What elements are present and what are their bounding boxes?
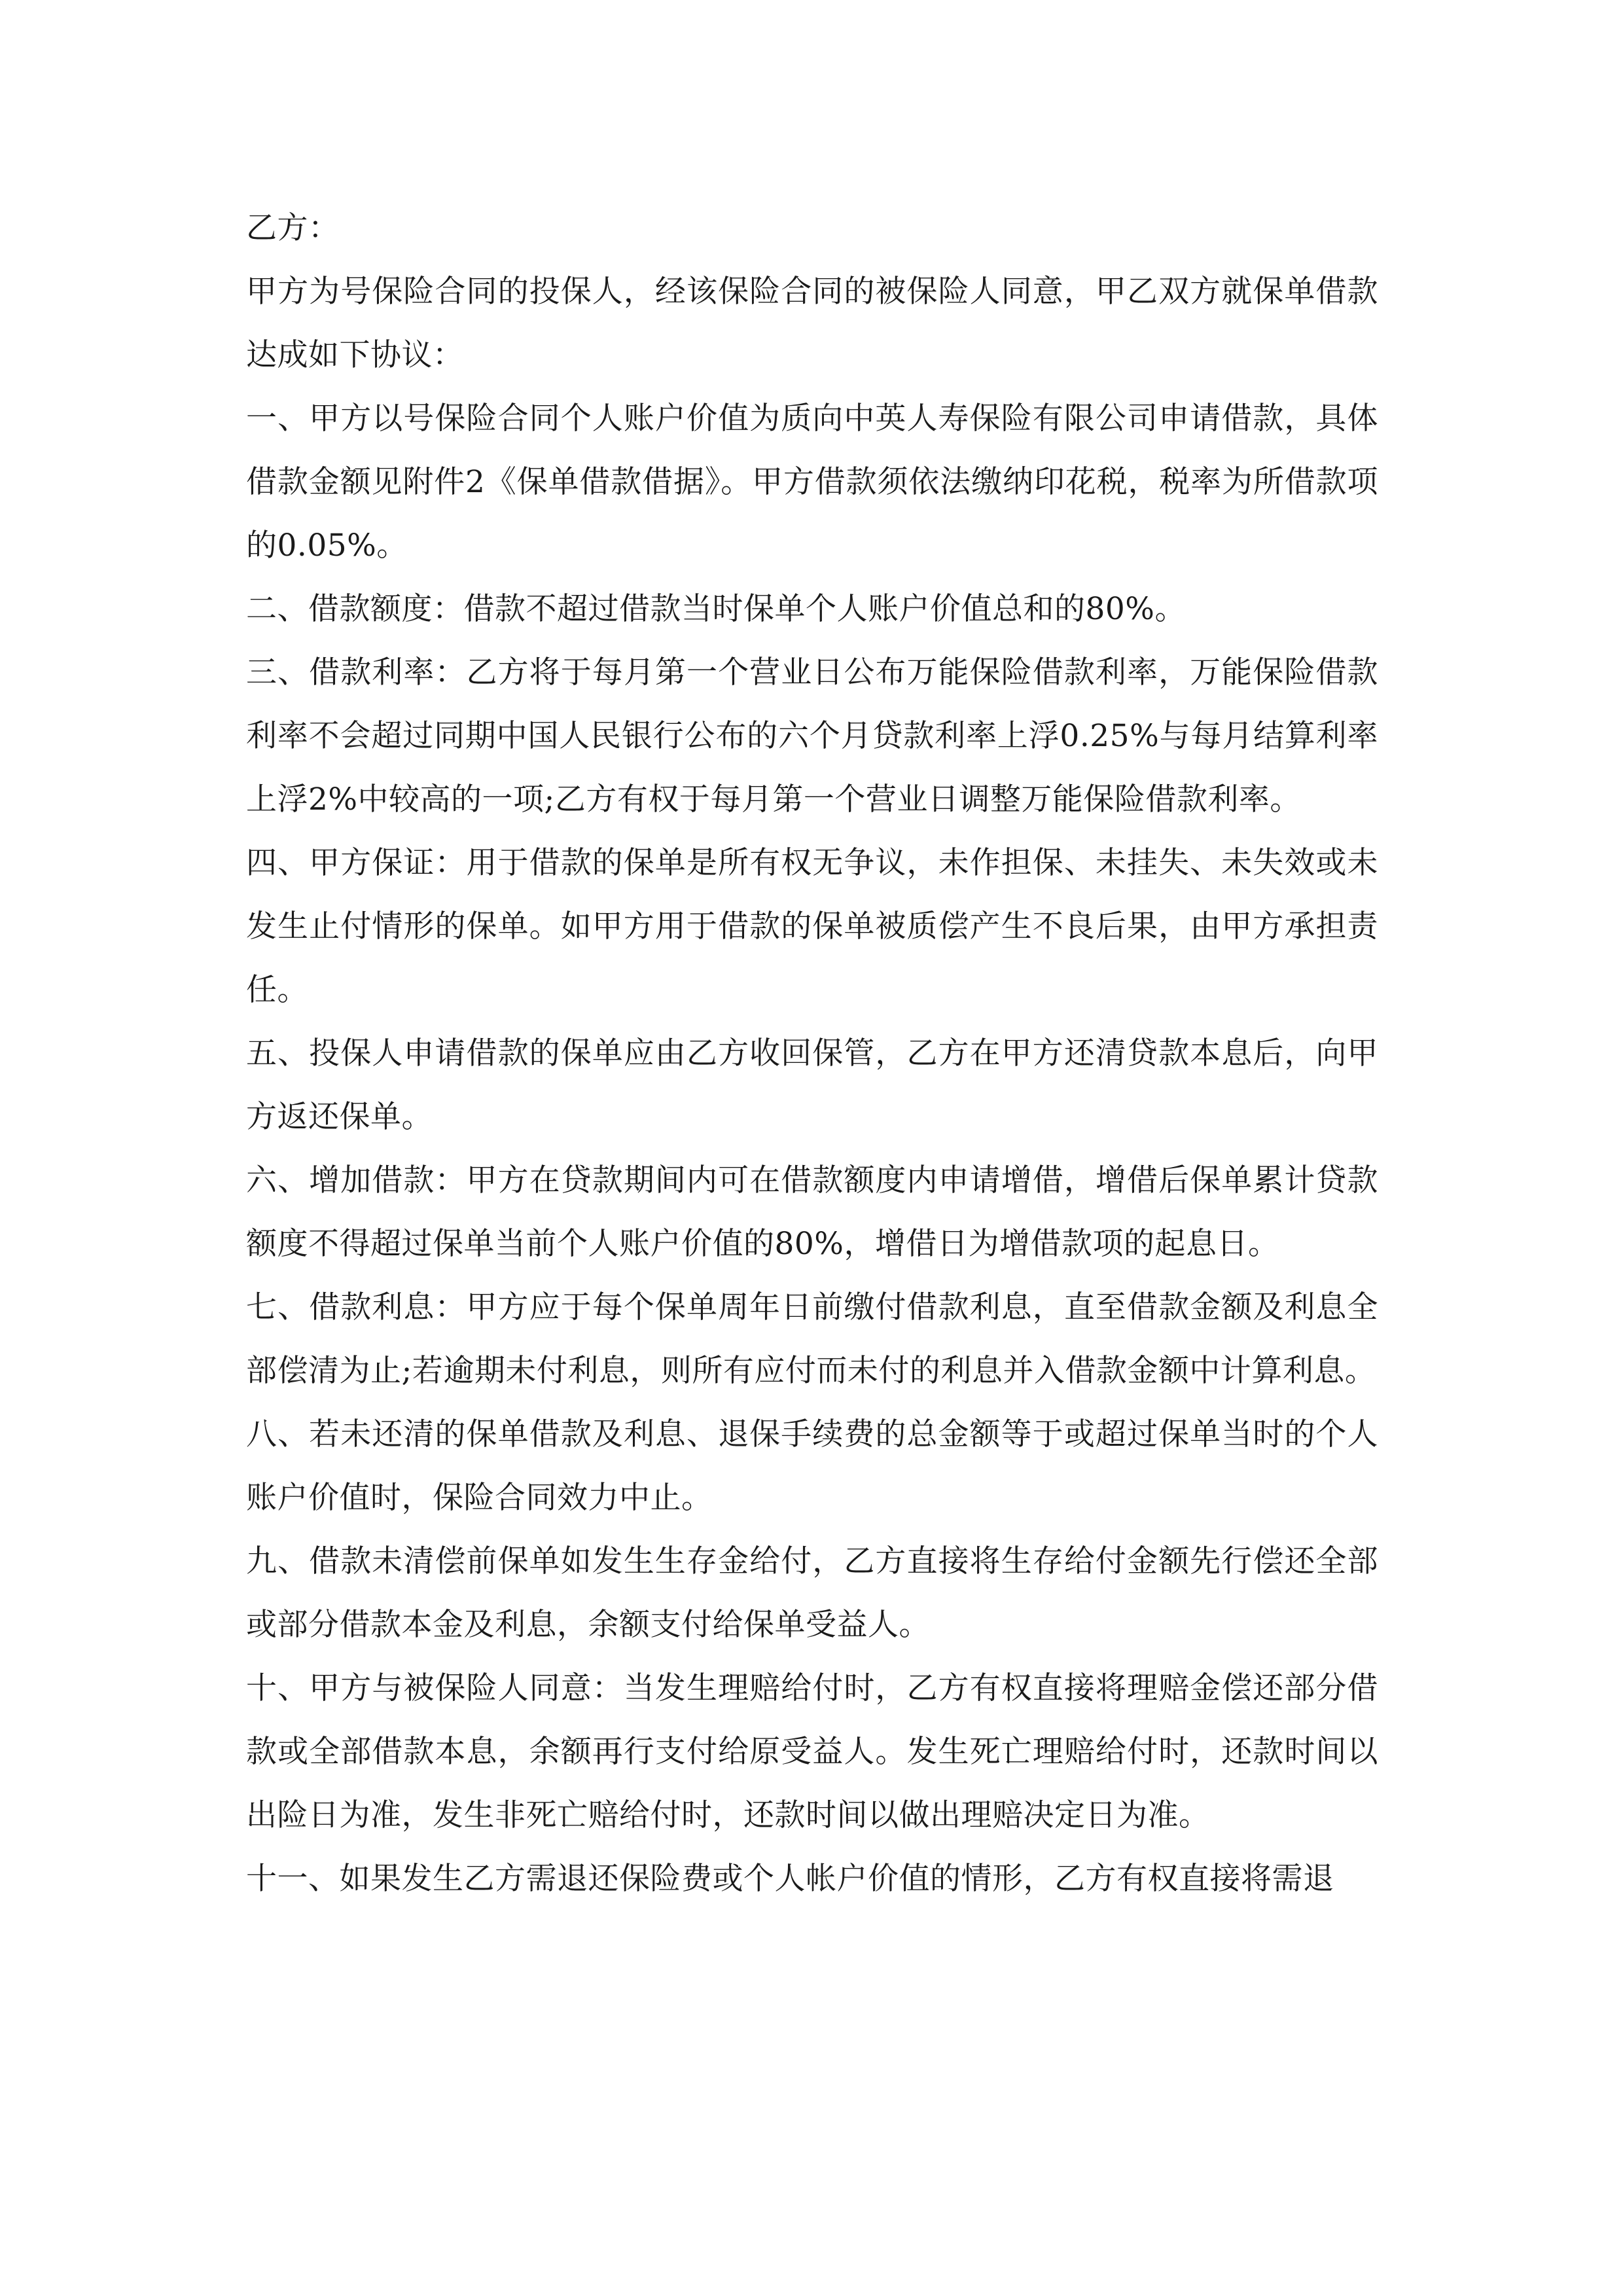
paragraph-clause-11: 十一、如果发生乙方需退还保险费或个人帐户价值的情形，乙方有权直接将需退 xyxy=(246,1861,1334,1897)
paragraph-clause-8: 八、若未还清的保单借款及利息、退保手续费的总金额等于或超过保单当时的个人账户价值时，保险合同效力中止。 xyxy=(246,1416,1378,1516)
paragraph-clause-6: 六、增加借款：甲方在贷款期间内可在借款额度内申请增借，增借后保单累计贷款额度不得超过保单当前个人账户价值的80%，增借日为增借款项的起息日。 xyxy=(246,1162,1378,1262)
paragraph-clause-2: 二、借款额度：借款不超过借款当时保单个人账户价值总和的80%。 xyxy=(246,591,1186,627)
paragraph-clause-10: 十、甲方与被保险人同意：当发生理赔给付时，乙方有权直接将理赔金偿还部分借款或全部借款本息，余额再行支付给原受益人。发生死亡理赔给付时，还款时间以出险日为准，发生非死亡赔给付时，还款时间以做出理赔决定日为准。 xyxy=(246,1670,1378,1833)
paragraph-clause-3: 三、借款利率：乙方将于每月第一个营业日公布万能保险借款利率，万能保险借款利率不会超过同期中国人民银行公布的六个月贷款利率上浮0.25%与每月结算利率上浮2%中较高的一项;乙方有权于每月第一个营业日调整万能保险借款利率。 xyxy=(246,655,1378,817)
paragraph-intro: 甲方为号保险合同的投保人，经该保险合同的被保险人同意，甲乙双方就保单借款达成如下协议： xyxy=(246,274,1378,373)
paragraph-clause-9: 九、借款未清偿前保单如发生生存金给付，乙方直接将生存给付金额先行偿还全部或部分借款本金及利息，余额支付给保单受益人。 xyxy=(246,1543,1378,1643)
paragraph-clause-4: 四、甲方保证：用于借款的保单是所有权无争议，未作担保、未挂失、未失效或未发生止付情形的保单。如甲方用于借款的保单被质偿产生不良后果，由甲方承担责任。 xyxy=(246,845,1378,1008)
paragraph-clause-7: 七、借款利息：甲方应于每个保单周年日前缴付借款利息，直至借款金额及利息全部偿清为止;若逾期未付利息，则所有应付而未付的利息并入借款金额中计算利息。 xyxy=(246,1289,1378,1389)
paragraph-clause-1: 一、甲方以号保险合同个人账户价值为质向中英人寿保险有限公司申请借款，具体借款金额见附件2《保单借款借据》。甲方借款须依法缴纳印花税，税率为所借款项的0.05%。 xyxy=(246,401,1378,564)
party-b-label: 乙方： xyxy=(246,210,340,246)
document-body xyxy=(246,196,1378,1910)
paragraph-clause-5: 五、投保人申请借款的保单应由乙方收回保管，乙方在甲方还清贷款本息后，向甲方返还保单。 xyxy=(246,1035,1378,1135)
